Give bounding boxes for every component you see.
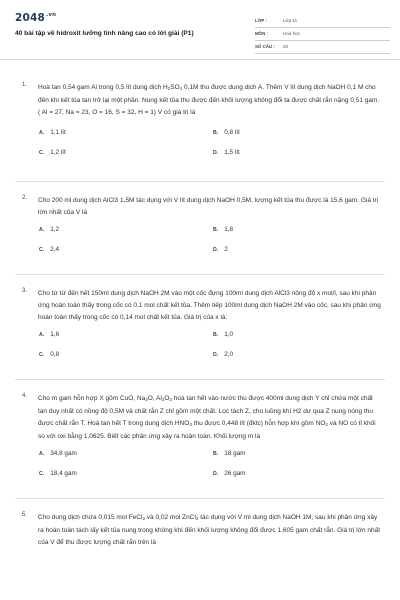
question-number: 2. [22, 195, 28, 201]
logo-text: 2048 [15, 12, 46, 24]
question-text: Cho từ từ đến hết 150ml dung dịch NaOH 2M vào một cốc đựng 100ml dung dịch AlCl3 nồng độ x mol/l, sau khi phản ứng hoàn toàn thấy trong cốc có 0,1 mol chất kết tủa. Thêm tiếp 100ml dung dịch NaOH 2M vào cốc, sau khi phản ứng hoàn toàn thấy trong cốc có 0,14 mol chất kết tủa. Giá trị của x là: [38, 290, 381, 321]
option-d[interactable]: D. 1,5 lít [213, 149, 240, 156]
meta-label: SỐ CÂU : [255, 44, 275, 49]
meta-value: Lớp 11 [283, 18, 298, 23]
meta-row-count [255, 41, 390, 54]
option-d[interactable]: D. 26 gam [213, 470, 246, 477]
meta-label: MÔN : [255, 31, 268, 36]
option-a[interactable]: A. 1,6 [39, 331, 60, 338]
answer-options [38, 331, 383, 371]
question-text: Cho 200 ml dung dịch AlCl3 1,5M tác dụng với V lít dung dịch NaOH 0,5M, lượng kết tủa thu được là 15,6 gam. Giá trị lớn nhất của V là [38, 197, 379, 216]
question-list [0, 82, 400, 549]
answer-options [38, 129, 383, 169]
question-1 [0, 82, 400, 181]
meta-row-subject [255, 28, 390, 41]
option-c[interactable]: C. 2,4 [39, 246, 60, 253]
question-number: 3. [22, 288, 28, 294]
option-c[interactable]: C. 18,4 gam [39, 470, 77, 477]
option-d[interactable]: D. 2 [213, 246, 228, 253]
question-3 [0, 275, 400, 379]
document-meta [255, 15, 390, 54]
question-4 [0, 380, 400, 498]
option-c[interactable]: C. 0,8 [39, 351, 60, 358]
option-b[interactable]: B. 18 gam [213, 450, 246, 457]
option-b[interactable]: B. 1,0 [213, 331, 234, 338]
question-text: Cho dung dịch chứa 0,015 mol FeCl$_2$ và 0,02 mol ZnCl$_2$ tác dụng với V ml dung dịch NaOH 1M, sau khi phản ứng xảy ra hoàn toàn tách lấy kết tủa nung trong không khí đến khối lượng không đổi được 1,605 gam chất rắn. Giá trị lớn nhất của V để thu được lượng chất rắn trên là [38, 514, 381, 546]
question-number: 5. [22, 512, 28, 518]
question-2 [0, 182, 400, 274]
question-5 [0, 499, 400, 549]
question-number: 1. [22, 82, 28, 88]
meta-value: 20 [283, 44, 289, 49]
site-logo[interactable] [15, 12, 56, 24]
meta-value: Hóa học [283, 31, 301, 36]
answer-options [38, 226, 383, 266]
option-d[interactable]: D. 2,0 [213, 351, 234, 358]
answer-options [38, 450, 383, 490]
option-a[interactable]: A. 1,1 lít [39, 129, 66, 136]
logo-suffix: .vn [46, 12, 57, 18]
question-text: Cho m gam hỗn hợp X gồm CuO, $Na_2O$, $Al_2O_3$ hoà tan hết vào nước thu được 400ml dung dịch Y chỉ chứa một chất tan duy nhất có nồng độ 0,5M và chất rắn Z chỉ gồm một chất. Lọc tách Z, cho luồng khí H2 dư qua Z nung nóng thu được chất rắn T. Hoà tan hết T trong dung dịch $HNO_3$ thu được 0,448 lít (đktc) hỗn hợp khí gồm $NO_2$ và NO có tỉ khối so với oxi bằng 1,0625. Biết các phản ứng xảy ra hoàn toàn. Khối lượng m là [38, 395, 376, 440]
option-a[interactable]: A. 1,2 [39, 226, 60, 233]
option-a[interactable]: A. 34,8 gam [39, 450, 77, 457]
question-text: Hoà tan 0,54 gam Al trong 0,5 lít dung dịch $H_2SO_4$ 0,1M thu được dung dịch A. Thêm V lít dung dịch NaOH 0,1 M cho đến khi kết tủa tan trở lại một phần. Nung kết tủa thu được đến khối lượng không đổi ta được chất rắn nặng 0,51 gam. ( Al = 27, Na = 23, O = 16, S = 32, H = 1) V có giá trị là [38, 84, 380, 116]
option-c[interactable]: C. 1,2 lít [39, 149, 66, 156]
option-b[interactable]: B. 1,8 [213, 226, 234, 233]
meta-row-class [255, 15, 390, 28]
option-b[interactable]: B. 0,8 lít [213, 129, 240, 136]
page-header [0, 0, 400, 60]
question-number: 4. [22, 393, 28, 399]
document-title: 40 bài tập về hidroxit lưỡng tính nâng cao có lời giải (P1) [15, 30, 194, 37]
meta-label: LỚP : [255, 18, 267, 23]
